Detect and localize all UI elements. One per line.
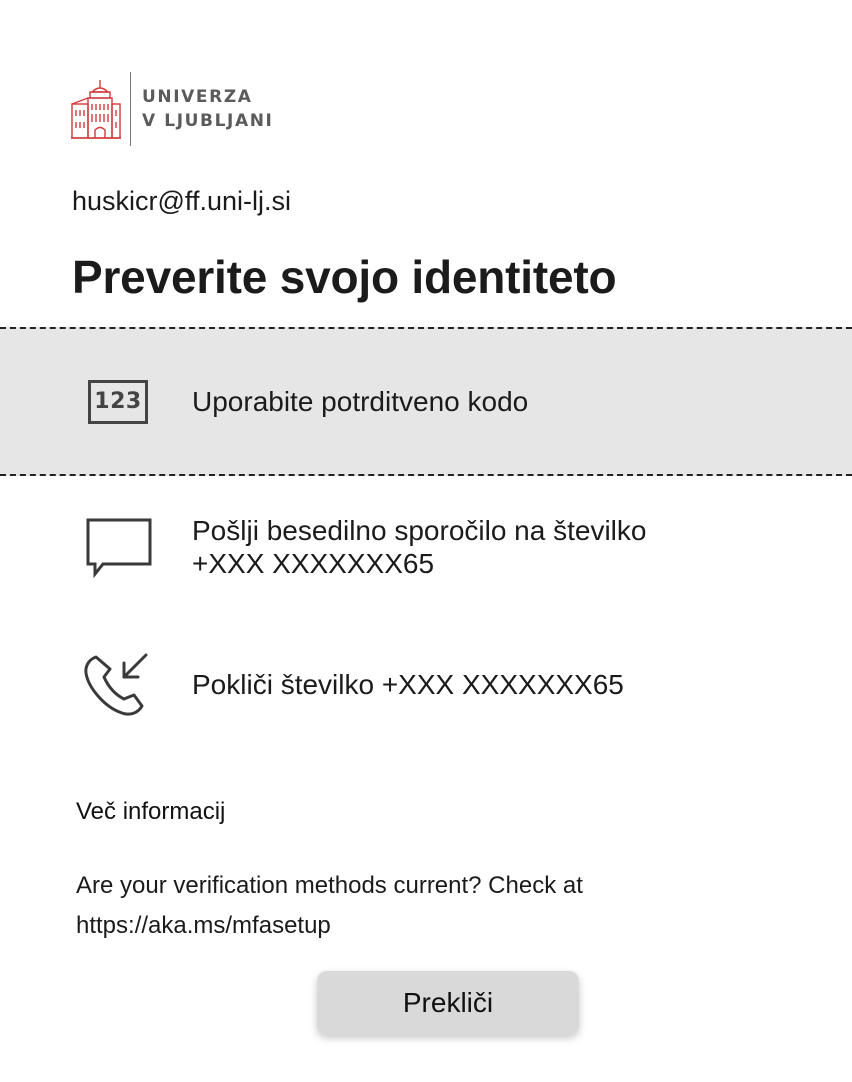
option-label-call: Pokliči številko +XXX XXXXXXX65 <box>192 669 624 700</box>
logo-text <box>142 85 273 133</box>
user-email: huskicr@ff.uni-lj.si <box>72 186 291 216</box>
option-call[interactable] <box>0 617 852 752</box>
code-box-text: 123 <box>88 380 148 424</box>
option-sms[interactable] <box>0 476 852 617</box>
option-label-verification-code: Uporabite potrditveno kodo <box>192 386 529 417</box>
logo-line-1: UNIVERZA <box>142 87 253 107</box>
check-text-line-1: Are your verification methods current? Check at <box>76 872 583 899</box>
university-building-icon <box>70 78 122 140</box>
page-title: Preverite svojo identiteto <box>72 251 617 303</box>
check-text-line-2: https://aka.ms/mfasetup <box>76 912 331 939</box>
university-logo <box>70 72 273 146</box>
verification-code-icon <box>82 366 154 438</box>
phone-call-icon <box>82 649 154 721</box>
chat-bubble-icon <box>82 511 154 583</box>
sms-label-line-1: Pošlji besedilno sporočilo na številko <box>192 514 647 546</box>
verification-options <box>0 327 852 752</box>
sms-label-line-2: +XXX XXXXXXX65 <box>192 547 435 579</box>
more-info-link[interactable]: Več informacij <box>76 798 226 825</box>
logo-divider <box>130 72 131 146</box>
option-verification-code[interactable] <box>0 327 852 476</box>
verification-check-text <box>76 866 716 946</box>
cancel-button[interactable]: Prekliči <box>317 971 579 1035</box>
option-label-sms <box>192 514 646 580</box>
logo-line-2: V LJUBLJANI <box>142 111 274 131</box>
